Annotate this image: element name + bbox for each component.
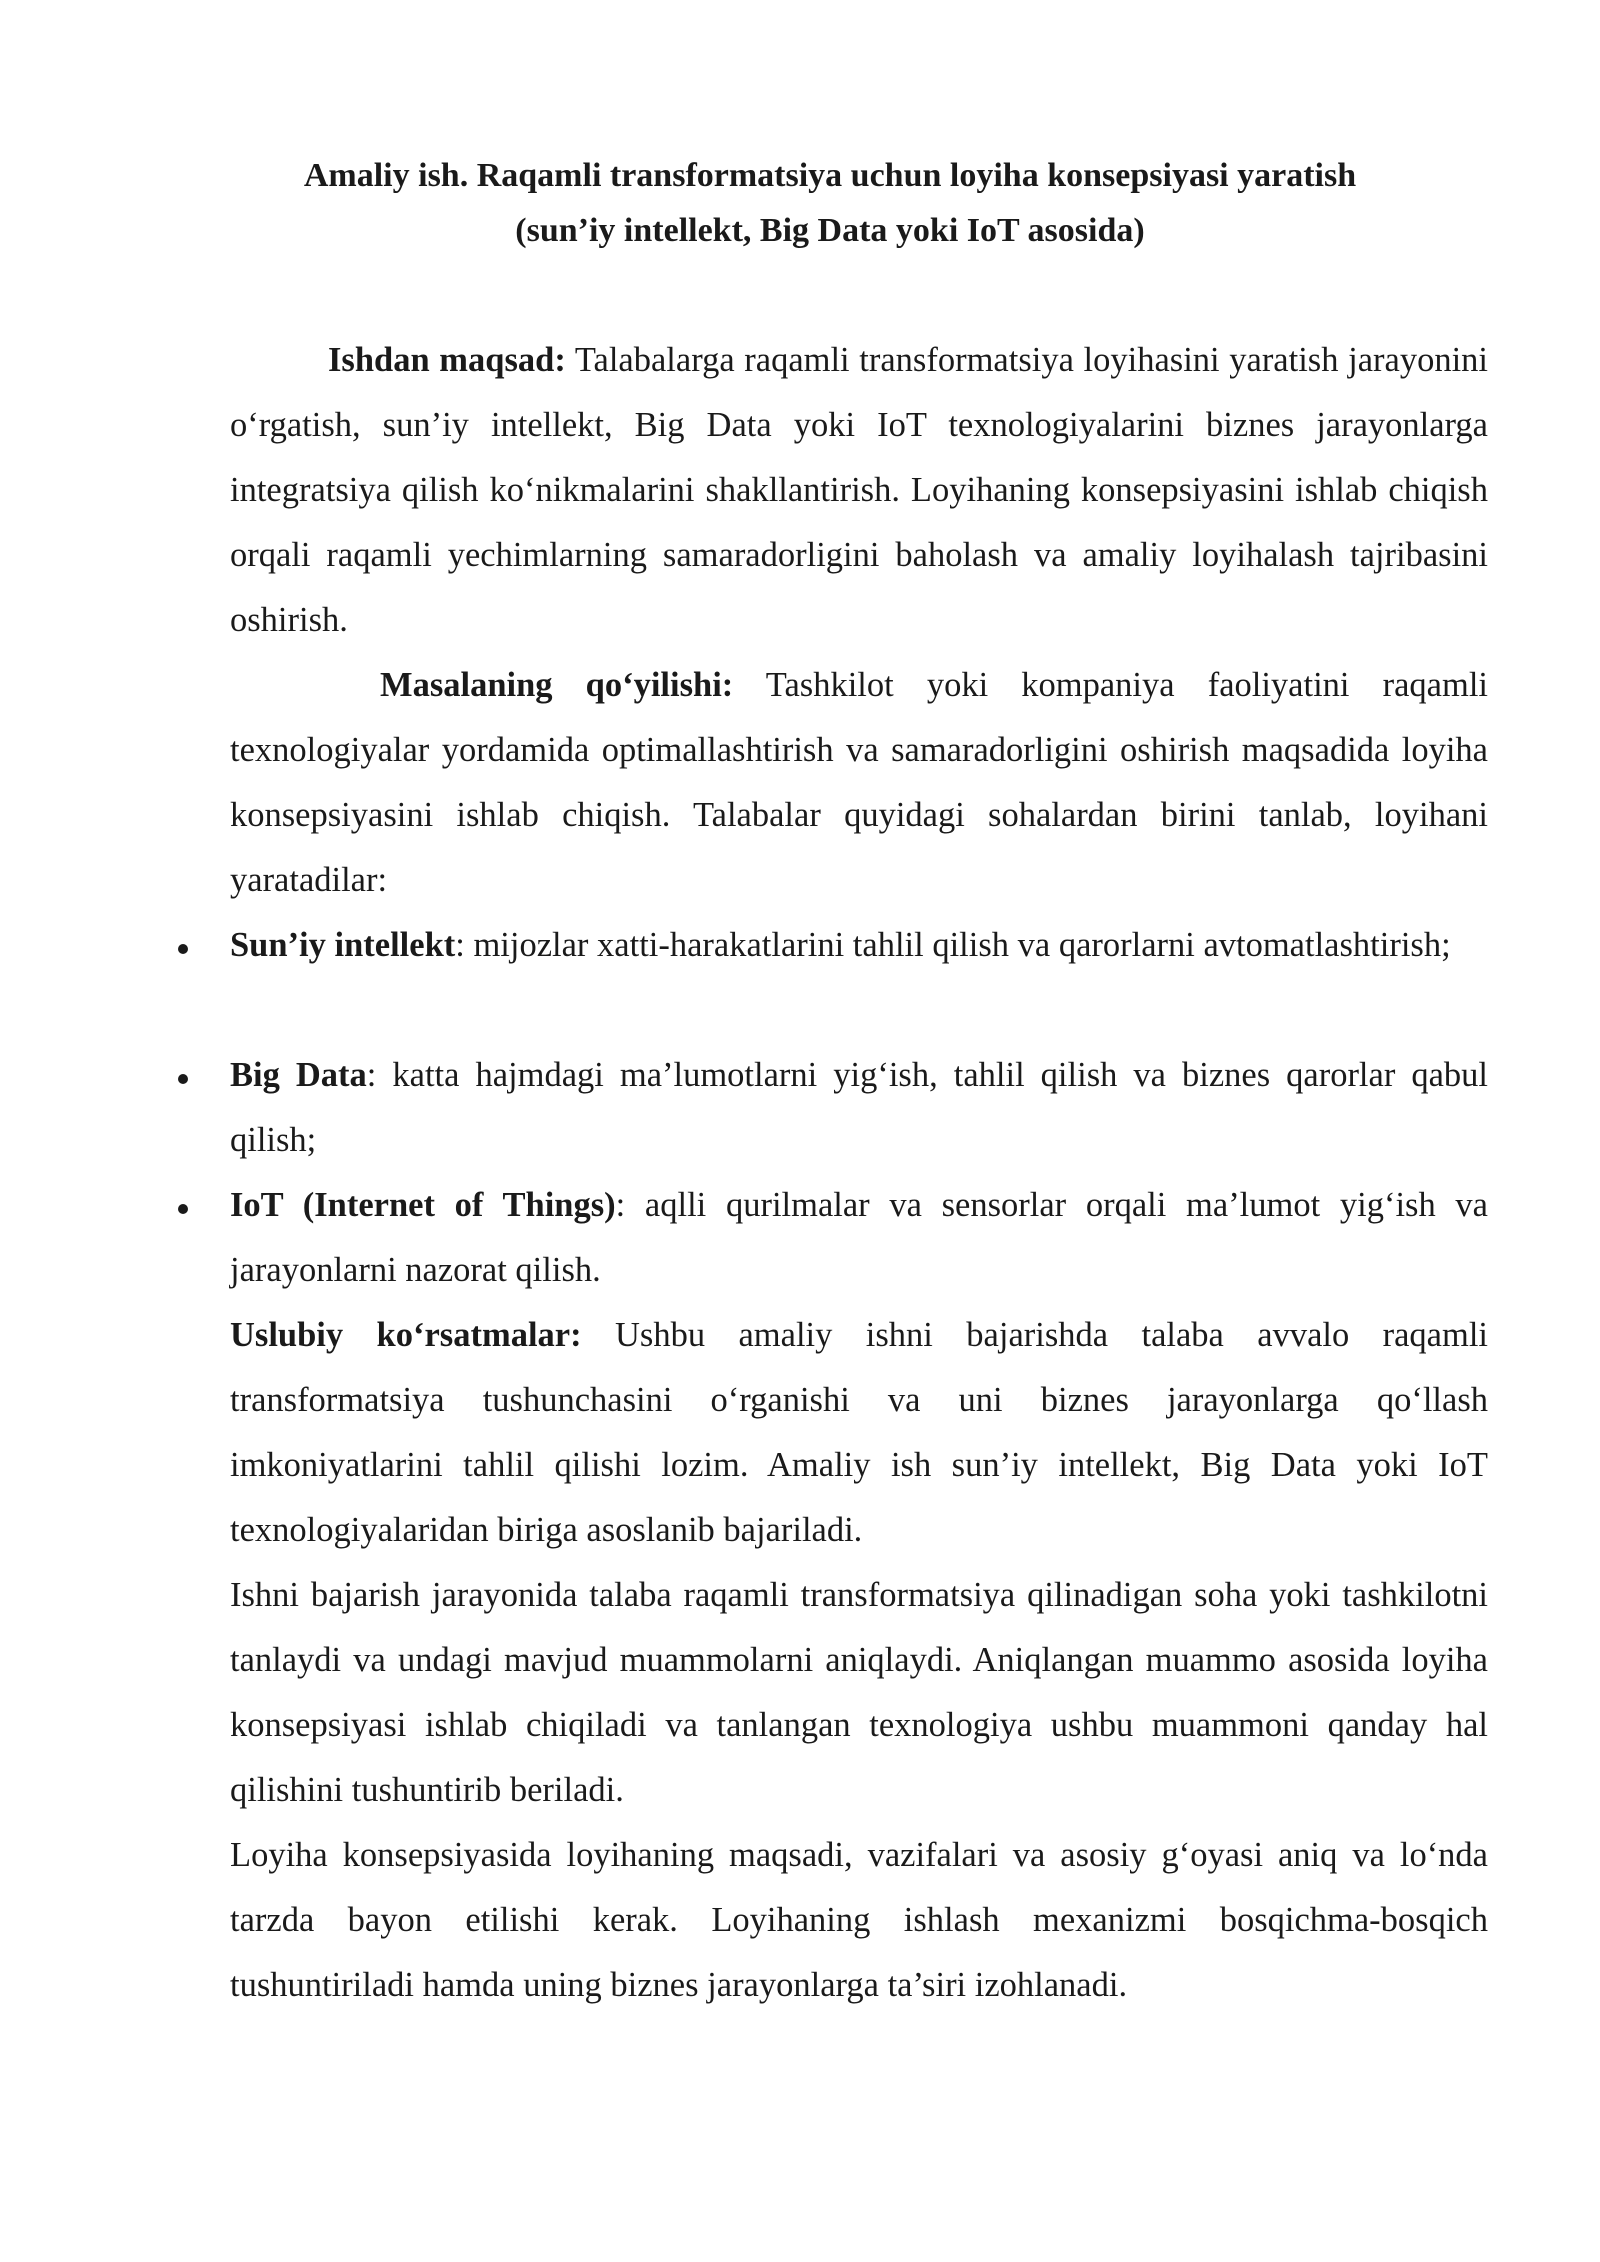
guidelines-label: Uslubiy ko‘rsatmalar:: [230, 1316, 582, 1354]
bullet-item-ai: [230, 913, 1488, 978]
bullet-item-iot: [230, 1173, 1488, 1303]
process-paragraph: Ishni bajarish jarayonida talaba raqamli transformatsiya qilinadigan soha yoki tashkilotni tanlaydi va undagi mavjud muammolarni aniqlaydi. Aniqlangan muammo asosida loyiha konsepsiyasi ishlab chiqiladi va tanlangan texnologiya ushbu muammoni qanday hal qilishini tushuntirib beriladi.: [230, 1576, 1488, 1809]
document-title-line-1: Amaliy ish. Raqamli transformatsiya uchun loyiha konsepsiyasi yaratish: [303, 157, 1357, 194]
concept-paragraph: Loyiha konsepsiyasida loyihaning maqsadi, vazifalari va asosiy g‘oyasi aniq va lo‘nda tarzda bayon etilishi kerak. Loyihaning ishlash mexanizmi bosqichma-bosqich tushuntiriladi hamda uning biznes jarayonlarga ta’siri izohlanadi.: [230, 1836, 1488, 2004]
problem-paragraph: [230, 653, 1488, 913]
bullet-label: Sun’iy intellekt: [230, 926, 456, 964]
problem-text: Tashkilot yoki kompaniya faoliyatini raqamli texnologiyalar yordamida optimallashtirish va samaradorligini oshirish maqsadida loyiha konsepsiyasini ishlab chiqish. Talabalar quyidagi sohalardan birini tanlab, loyihani yaratadilar:: [230, 666, 1488, 899]
purpose-label: Ishdan maqsad:: [328, 341, 566, 379]
bullet-label: Big Data: [230, 1056, 367, 1094]
bullet-dot: [178, 944, 188, 954]
bullet-text: : katta hajmdagi ma’lumotlarni yig‘ish, tahlil qilish va biznes qarorlar qabul qilish;: [230, 1056, 1488, 1159]
purpose-paragraph: [230, 328, 1488, 653]
bullet-text: : mijozlar xatti-harakatlarini tahlil qilish va qarorlarni avtomatlashtirish;: [455, 926, 1451, 964]
bullet-dot: [178, 1204, 188, 1214]
guidelines-paragraph: [230, 1303, 1488, 1563]
guidelines-text: Ushbu amaliy ishni bajarishda talaba avvalo raqamli transformatsiya tushunchasini o‘rganishi va uni biznes jarayonlarga qo‘llash imkoniyatlarini tahlil qilishi lozim. Amaliy ish sun’iy intellekt, Big Data yoki IoT texnologiyalaridan biriga asoslanib bajariladi.: [230, 1316, 1488, 1549]
document-title-line-2: (sun’iy intellekt, Big Data yoki IoT asosida): [515, 212, 1145, 249]
bullet-text: : aqlli qurilmalar va sensorlar orqali ma’lumot yig‘ish va jarayonlarni nazorat qilish.: [230, 1186, 1488, 1289]
bullet-dot: [178, 1074, 188, 1084]
bullet-label: IoT (Internet of Things): [230, 1186, 616, 1224]
purpose-text: Talabalarga raqamli transformatsiya loyihasini yaratish jarayonini o‘rgatish, sun’iy intellekt, Big Data yoki IoT texnologiyalarini biznes jarayonlarga integratsiya qilish ko‘nikmalarini shakllantirish. Loyihaning konsepsiyasini ishlab chiqish orqali raqamli yechimlarning samaradorligini baholash va amaliy loyihalash tajribasini oshirish.: [230, 341, 1488, 639]
problem-label: Masalaning qo‘yilishi:: [380, 666, 734, 704]
bullet-item-big-data: [230, 1043, 1488, 1173]
